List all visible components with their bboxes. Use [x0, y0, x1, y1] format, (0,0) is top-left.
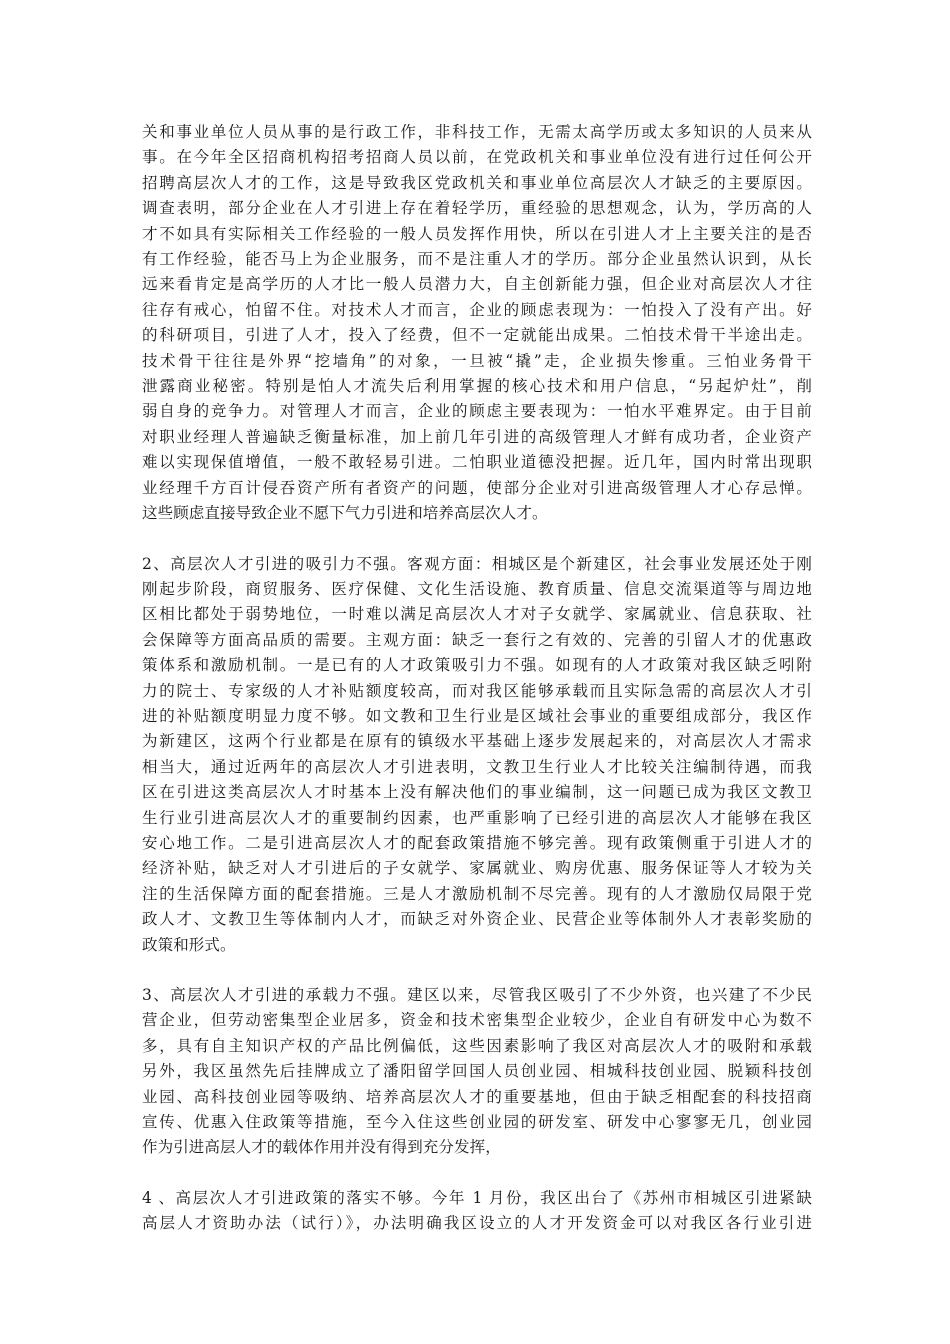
text-line: 业园、高科技创业园等吸纳、培养高层次人才的重要基地，但由于缺乏相配套的科技招商 [142, 1087, 812, 1106]
text-line: 安心地工作。二是引进高层次人才的配套政策措施不够完善。现有政策侧重于引进人才的 [142, 833, 812, 852]
text-line: 3、高层次人才引进的承载力不强。建区以来，尽管我区吸引了不少外资，也兴建了不少民 [142, 986, 812, 1004]
text-line: 为新建区，这两个行业都是在原有的镇级水平基础上逐步发展起来的，对高层次人才需求 [142, 732, 812, 751]
text-line: 泄露商业秘密。特别是怕人才流失后利用掌握的核心技术和用户信息，“另起炉灶”，削 [142, 377, 812, 396]
text-line: 政策和形式。 [142, 935, 236, 954]
text-line: 技术骨干往往是外界“挖墙角”的对象，一旦被“撬”走，企业损失惨重。三怕业务骨干 [142, 351, 812, 370]
paragraph-gap [142, 1161, 812, 1186]
text-line: 生行业引进高层次人才的重要制约因素，也严重影响了已经引进的高层次人才能够在我区 [142, 808, 812, 827]
text-line: 进的补贴额度明显力度不够。如文教和卫生行业是区域社会事业的重要组成部分，我区作 [142, 706, 812, 725]
text-line: 会保障等方面高品质的需要。主观方面：缺乏一套行之有效的、完善的引留人才的优惠政 [142, 630, 812, 649]
text-line: 多，具有自主知识产权的产品比例偏低，这些因素影响了我区对高层次人才的吸附和承载 [142, 1036, 812, 1055]
text-line: 调查表明，部分企业在人才引进上存在着轻学历，重经验的思想观念，认为，学历高的人 [142, 199, 812, 218]
paragraph-4 [142, 1186, 812, 1237]
paragraph-3 [142, 983, 812, 1161]
text-line: 业经理千方百计侵吞资产所有者资产的问题，使部分企业对引进高级管理人才心存忌惮。 [142, 478, 812, 497]
paragraph-gap [142, 527, 812, 552]
document-body [142, 120, 812, 1237]
text-line: 2、高层次人才引进的吸引力不强。客观方面：相城区是个新建区，社会事业发展还处于刚 [142, 554, 812, 573]
text-line: 难以实现保值增值，一般不敢轻易引进。二怕职业道德没把握。近几年，国内时常出现职 [142, 453, 812, 472]
text-line: 宣传、优惠入住政策等措施，至今入住这些创业园的研发室、研发中心寥寥无几，创业园 [142, 1113, 812, 1132]
text-line: 有工作经验，能否马上为企业服务，而不是注重人才的学历。部分企业虽然认识到，从长 [142, 250, 812, 269]
text-line: 这些顾虑直接导致企业不愿下气力引进和培养高层次人才。 [142, 504, 548, 523]
text-line: 招聘高层次人才的工作，这是导致我区党政机关和事业单位高层次人才缺乏的主要原因。 [142, 173, 812, 192]
text-line: 策体系和激励机制。一是已有的人才政策吸引力不强。如现有的人才政策对我区缺乏吲附 [142, 656, 812, 675]
text-line: 相当大，通过近两年的高层次人才引进表明，文教卫生行业人才比较关注编制待遇，而我 [142, 757, 812, 776]
text-line: 往存有戒心，怕留不住。对技术人才而言，企业的顾虑表现为：一怕投入了没有产出。好 [142, 300, 812, 319]
text-line: 另外，我区虽然先后挂牌成立了潘阳留学回国人员创业园、相城科技创业园、脱颖科技创 [142, 1062, 812, 1081]
text-line: 对职业经理人普遍缺乏衡量标准，加上前几年引进的高级管理人才鲜有成功者，企业资产 [142, 427, 812, 446]
text-line: 注的生活保障方面的配套措施。三是人才激励机制不尽完善。现有的人才激励仅局限于党 [142, 884, 812, 903]
text-line: 远来看肯定是高学历的人才比一般人员潜力大，自主创新能力强，但企业对高层次人才往 [142, 275, 812, 294]
text-line: 关和事业单位人员从事的是行政工作，非科技工作，无需太高学历或太多知识的人员来从 [142, 123, 812, 141]
text-line: 弱自身的竞争力。对管理人才而言，企业的顾虑主要表现为：一怕水平难界定。由于目前 [142, 402, 812, 421]
text-line: 高层人才资助办法（试行）》，办法明确我区设立的人才开发资金可以对我区各行业引进 [142, 1214, 812, 1233]
text-line: 事。在今年全区招商机构招考招商人员以前，在党政机关和事业单位没有进行过任何公开 [142, 148, 812, 167]
text-line: 经济补贴，缺乏对人才引进后的子女就学、家属就业、购房优惠、服务保证等人才较为关 [142, 859, 812, 878]
paragraph-2 [142, 552, 812, 959]
text-line: 区相比都处于弱势地位，一时难以满足高层次人才对子女就学、家属就业、信息获取、社 [142, 605, 812, 624]
paragraph-gap [142, 958, 812, 983]
text-line: 刚起步阶段，商贸服务、医疗保健、文化生活设施、教育质量、信息交流渠道等与周边地 [142, 579, 812, 598]
paragraph-1 [142, 120, 812, 527]
text-line: 作为引进高层人才的载体作用并没有得到充分发挥， [142, 1138, 501, 1157]
text-line: 力的院士、专家级的人才补贴额度较高，而对我区能够承载而且实际急需的高层次人才引 [142, 681, 812, 700]
text-line: 的科研项目，引进了人才，投入了经费，但不一定就能出成果。二怕技术骨干半途出走。 [142, 326, 812, 345]
text-line: 区在引进这类高层次人才时基本上没有解决他们的事业编制，这一问题已成为我区文教卫 [142, 783, 812, 802]
text-line: 政人才、文教卫生等体制内人才，而缺乏对外资企业、民营企业等体制外人才表彰奖励的 [142, 910, 812, 929]
text-line: 营企业，但劳动密集型企业居多，资金和技术密集型企业较少，企业自有研发中心为数不 [142, 1011, 812, 1030]
text-line: 4 、高层次人才引进政策的落实不够。今年 1 月份，我区出台了《苏州市相城区引进紧缺 [142, 1188, 812, 1207]
text-line: 才不如具有实际相关工作经验的一般人员发挥作用快，所以在引进人才上主要关注的是否 [142, 224, 812, 243]
